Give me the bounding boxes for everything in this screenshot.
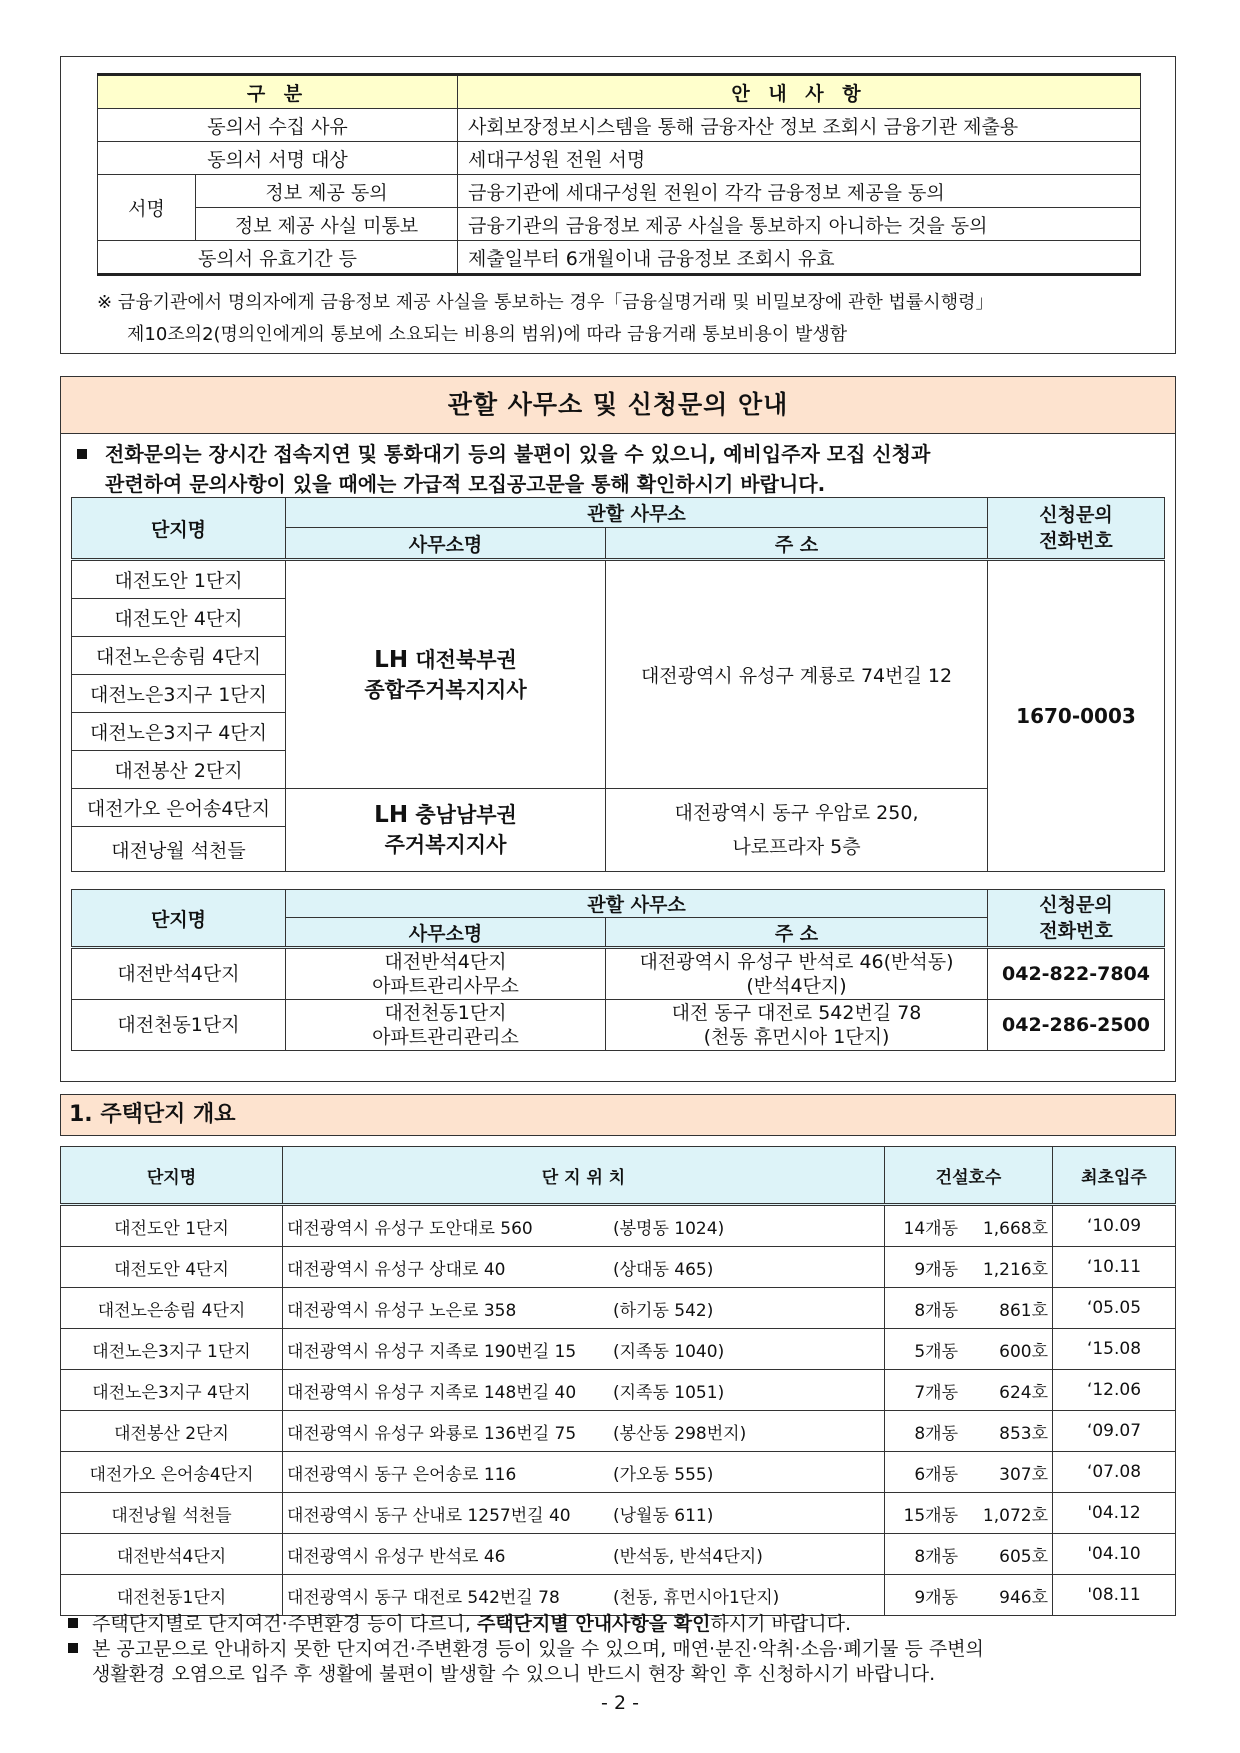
section-title-overview: 1. 주택단지 개요 xyxy=(60,1094,1176,1136)
office-name-cell xyxy=(286,948,606,1000)
consent-note xyxy=(97,287,1157,351)
offices-table-lh xyxy=(71,497,1165,872)
overview-name: 대전노은3지구 4단지 xyxy=(61,1370,283,1411)
complex-cell: 대전봉산 2단지 xyxy=(72,751,286,789)
header-phone-line2: 전화번호 xyxy=(1039,530,1113,552)
overview-date: ‘15.08 xyxy=(1053,1329,1176,1370)
overview-row xyxy=(61,1452,1176,1493)
offices-title: 관할 사무소 및 신청문의 안내 xyxy=(61,377,1175,434)
consent-header-category: 구 분 xyxy=(98,75,458,109)
bottom-note-1 xyxy=(64,1612,1176,1637)
overview-dong: (상대동 465) xyxy=(613,1259,714,1280)
consent-group-label: 서명 xyxy=(98,175,196,241)
address-line2: (반석4단지) xyxy=(746,975,847,997)
consent-header-info: 안 내 사 항 xyxy=(458,75,1141,109)
overview-name: 대전천동1단지 xyxy=(61,1575,283,1616)
overview-header-row xyxy=(61,1147,1176,1205)
complex-cell: 대전천동1단지 xyxy=(72,1000,286,1051)
overview-header-location: 단 지 위 치 xyxy=(283,1147,885,1205)
overview-name: 대전낭월 석천들 xyxy=(61,1493,283,1534)
consent-row xyxy=(98,109,1141,142)
consent-row xyxy=(98,142,1141,175)
phone-main: 1670-0003 xyxy=(988,560,1165,872)
header-phone-line2: 전화번호 xyxy=(1039,920,1113,942)
overview-units xyxy=(885,1370,1053,1411)
overview-body xyxy=(61,1205,1176,1616)
header-complex: 단지명 xyxy=(72,498,286,560)
address-line2: (천동 휴먼시아 1단지) xyxy=(703,1026,890,1048)
offices-note xyxy=(71,439,1167,499)
office-b-address2: 나로프라자 5층 xyxy=(732,836,861,858)
overview-date: ‘09.07 xyxy=(1053,1411,1176,1452)
overview-location xyxy=(283,1534,885,1575)
header-phone xyxy=(988,890,1165,948)
lh-logo: LH xyxy=(374,802,409,828)
office-b-address xyxy=(606,789,988,872)
bullet-icon xyxy=(68,1643,78,1653)
consent-row-label: 동의서 유효기간 등 xyxy=(98,241,458,275)
office-a-name xyxy=(286,560,606,789)
header-office-group: 관할 사무소 xyxy=(286,498,988,528)
overview-dong: (지족동 1051) xyxy=(613,1382,725,1403)
overview-location xyxy=(283,1329,885,1370)
overview-row xyxy=(61,1288,1176,1329)
complex-cell: 대전도안 1단지 xyxy=(72,560,286,599)
overview-unit-count: 605호 xyxy=(999,1546,1048,1567)
overview-dong: (천동, 휴먼시아1단지) xyxy=(613,1587,780,1608)
overview-location xyxy=(283,1575,885,1616)
address-cell xyxy=(606,1000,988,1051)
apt-office-row xyxy=(72,1000,1165,1051)
address-line1: 대전 동구 대전로 542번길 78 xyxy=(671,1002,922,1024)
overview-date: ‘07.08 xyxy=(1053,1452,1176,1493)
consent-row-text: 제출일부터 6개월이내 금융정보 조회시 유효 xyxy=(458,241,1141,275)
address-line1: 대전광역시 유성구 반석로 46(반석동) xyxy=(639,951,954,973)
overview-dong: (봉명동 1024) xyxy=(613,1218,725,1239)
office-a-name2: 종합주거복지지사 xyxy=(364,677,527,702)
overview-date: ‘10.11 xyxy=(1053,1247,1176,1288)
overview-buildings: 14개동 xyxy=(903,1218,958,1239)
overview-address: 대전광역시 유성구 상대로 40 xyxy=(287,1259,506,1280)
overview-units xyxy=(885,1452,1053,1493)
overview-address: 대전광역시 유성구 지족로 148번길 40 xyxy=(287,1382,577,1403)
header-office-group: 관할 사무소 xyxy=(286,890,988,918)
phone-cell: 042-286-2500 xyxy=(988,1000,1165,1051)
header-phone-line1: 신청문의 xyxy=(1039,894,1113,916)
note1-text-bold: 주택단지별 안내사항을 확인 xyxy=(476,1613,711,1635)
overview-unit-count: 600호 xyxy=(999,1341,1048,1362)
address-cell xyxy=(606,948,988,1000)
note1-text-a: 주택단지별로 단지여건·주변환경 등이 다르니, xyxy=(92,1613,477,1635)
overview-location xyxy=(283,1452,885,1493)
consent-row xyxy=(98,208,1141,241)
overview-dong: (지족동 1040) xyxy=(613,1341,725,1362)
office-b-name2: 주거복지지사 xyxy=(384,833,507,857)
consent-row-text: 금융기관에 세대구성원 전원이 각각 금융정보 제공을 동의 xyxy=(458,175,1141,208)
overview-unit-count: 853호 xyxy=(999,1423,1048,1444)
office-name-line2: 아파트관리관리소 xyxy=(372,1026,519,1048)
bottom-note-2 xyxy=(64,1637,1176,1662)
office-b-name xyxy=(286,789,606,872)
complex-cell: 대전낭월 석천들 xyxy=(72,827,286,872)
apt-office-row xyxy=(72,948,1165,1000)
overview-location xyxy=(283,1493,885,1534)
overview-buildings: 7개동 xyxy=(914,1382,958,1403)
overview-row xyxy=(61,1370,1176,1411)
overview-date: ‘05.05 xyxy=(1053,1288,1176,1329)
overview-date: ‘12.06 xyxy=(1053,1370,1176,1411)
complex-cell: 대전반석4단지 xyxy=(72,948,286,1000)
overview-location xyxy=(283,1411,885,1452)
consent-row-label: 정보 제공 사실 미통보 xyxy=(196,208,458,241)
overview-units xyxy=(885,1247,1053,1288)
overview-buildings: 15개동 xyxy=(903,1505,958,1526)
overview-name: 대전노은3지구 1단지 xyxy=(61,1329,283,1370)
overview-header-date: 최초입주 xyxy=(1053,1147,1176,1205)
overview-address: 대전광역시 동구 산내로 1257번길 40 xyxy=(287,1505,571,1526)
overview-row xyxy=(61,1411,1176,1452)
overview-unit-count: 624호 xyxy=(999,1382,1048,1403)
consent-note-line1: ※ 금융기관에서 명의자에게 금융정보 제공 사실을 통보하는 경우「금융실명거래 및 비밀보장에 관한 법률시행령」 xyxy=(97,292,994,313)
overview-address: 대전광역시 유성구 도안대로 560 xyxy=(287,1218,533,1239)
overview-buildings: 8개동 xyxy=(914,1423,958,1444)
phone-cell: 042-822-7804 xyxy=(988,948,1165,1000)
consent-row-label: 동의서 수집 사유 xyxy=(98,109,458,142)
note2-line1: 본 공고문으로 안내하지 못한 단지여건·주변환경 등이 있을 수 있으며, 매연·분진·악취·소음·폐기물 등 주변의 xyxy=(92,1638,984,1660)
consent-row-label: 동의서 서명 대상 xyxy=(98,142,458,175)
overview-row xyxy=(61,1534,1176,1575)
overview-unit-count: 1,072호 xyxy=(982,1505,1048,1526)
lh-logo: LH xyxy=(374,646,409,673)
complex-cell: 대전가오 은어송4단지 xyxy=(72,789,286,827)
office-name-line2: 아파트관리사무소 xyxy=(372,975,519,997)
overview-row xyxy=(61,1205,1176,1247)
overview-date: '04.10 xyxy=(1053,1534,1176,1575)
bullet-icon xyxy=(68,1618,78,1628)
overview-header-name: 단지명 xyxy=(61,1147,283,1205)
overview-dong: (봉산동 298번지) xyxy=(613,1423,747,1444)
consent-table xyxy=(97,73,1141,276)
overview-address: 대전광역시 유성구 와룡로 136번길 75 xyxy=(287,1423,577,1444)
bullet-icon xyxy=(77,449,87,459)
overview-buildings: 8개동 xyxy=(914,1546,958,1567)
consent-header-row xyxy=(98,75,1141,109)
overview-units xyxy=(885,1288,1053,1329)
header-office-name: 사무소명 xyxy=(286,528,606,560)
office-a-address: 대전광역시 유성구 계룡로 74번길 12 xyxy=(606,560,988,789)
overview-row xyxy=(61,1493,1176,1534)
overview-dong: (하기동 542) xyxy=(613,1300,714,1321)
overview-row xyxy=(61,1247,1176,1288)
overview-date: ‘10.09 xyxy=(1053,1205,1176,1247)
overview-address: 대전광역시 유성구 반석로 46 xyxy=(287,1546,506,1567)
consent-row-text: 세대구성원 전원 서명 xyxy=(458,142,1141,175)
consent-row-text: 사회보장정보시스템을 통해 금융자산 정보 조회시 금융기관 제출용 xyxy=(458,109,1141,142)
office-name-line1: 대전반석4단지 xyxy=(384,951,507,973)
overview-name: 대전가오 은어송4단지 xyxy=(61,1452,283,1493)
overview-unit-count: 307호 xyxy=(999,1464,1048,1485)
overview-dong: (낭월동 611) xyxy=(613,1505,714,1526)
complex-cell: 대전노은3지구 1단지 xyxy=(72,675,286,713)
office-name-cell xyxy=(286,1000,606,1051)
overview-table xyxy=(60,1146,1176,1616)
note1-text-c: 하시기 바랍니다. xyxy=(710,1613,852,1635)
overview-units xyxy=(885,1205,1053,1247)
office-a-name1: 대전북부권 xyxy=(415,647,517,672)
consent-row xyxy=(98,241,1141,275)
overview-unit-count: 946호 xyxy=(999,1587,1048,1608)
overview-buildings: 9개동 xyxy=(914,1587,958,1608)
header-address: 주 소 xyxy=(606,918,988,948)
overview-buildings: 5개동 xyxy=(914,1341,958,1362)
overview-name: 대전도안 1단지 xyxy=(61,1205,283,1247)
overview-units xyxy=(885,1411,1053,1452)
overview-units xyxy=(885,1575,1053,1616)
overview-location xyxy=(283,1205,885,1247)
consent-row-label: 정보 제공 동의 xyxy=(196,175,458,208)
consent-box xyxy=(60,56,1176,354)
overview-location xyxy=(283,1370,885,1411)
overview-buildings: 6개동 xyxy=(914,1464,958,1485)
consent-row xyxy=(98,175,1141,208)
overview-header-units: 건설호수 xyxy=(885,1147,1053,1205)
overview-location xyxy=(283,1247,885,1288)
consent-row-text: 금융기관의 금융정보 제공 사실을 통보하지 아니하는 것을 동의 xyxy=(458,208,1141,241)
overview-unit-count: 1,668호 xyxy=(982,1218,1048,1239)
office-name-line1: 대전천동1단지 xyxy=(384,1002,507,1024)
overview-unit-count: 861호 xyxy=(999,1300,1048,1321)
overview-buildings: 8개동 xyxy=(914,1300,958,1321)
overview-name: 대전노은송림 4단지 xyxy=(61,1288,283,1329)
overview-name: 대전반석4단지 xyxy=(61,1534,283,1575)
overview-dong: (반석동, 반석4단지) xyxy=(613,1546,763,1567)
offices-box xyxy=(60,376,1176,1082)
overview-address: 대전광역시 동구 은어송로 116 xyxy=(287,1464,517,1485)
overview-address: 대전광역시 유성구 지족로 190번길 15 xyxy=(287,1341,577,1362)
overview-unit-count: 1,216호 xyxy=(982,1259,1048,1280)
page-number: - 2 - xyxy=(601,1692,639,1714)
header-phone xyxy=(988,498,1165,560)
offices-table-apt xyxy=(71,889,1165,1051)
overview-address: 대전광역시 유성구 노은로 358 xyxy=(287,1300,517,1321)
overview-units xyxy=(885,1329,1053,1370)
overview-location xyxy=(283,1288,885,1329)
offices-note-line2: 관련하여 문의사항이 있을 때에는 가급적 모집공고문을 통해 확인하시기 바랍니다. xyxy=(105,472,826,496)
overview-date: '04.12 xyxy=(1053,1493,1176,1534)
overview-units xyxy=(885,1534,1053,1575)
overview-name: 대전도안 4단지 xyxy=(61,1247,283,1288)
overview-name: 대전봉산 2단지 xyxy=(61,1411,283,1452)
note2-line2: 생활환경 오염으로 입주 후 생활에 불편이 발생할 수 있으니 반드시 현장 확인 후 신청하시기 바랍니다. xyxy=(92,1663,936,1685)
consent-note-line2: 제10조의2(명의인에게의 통보에 소요되는 비용의 범위)에 따라 금융거래 통보비용이 발생함 xyxy=(127,324,848,345)
overview-date: '08.11 xyxy=(1053,1575,1176,1616)
office-b-address1: 대전광역시 동구 우암로 250, xyxy=(674,802,919,824)
overview-row xyxy=(61,1575,1176,1616)
overview-units xyxy=(885,1493,1053,1534)
complex-cell: 대전노은3지구 4단지 xyxy=(72,713,286,751)
offices-note-line1: 전화문의는 장시간 접속지연 및 통화대기 등의 불편이 있을 수 있으니, 예비입주자 모집 신청과 xyxy=(105,442,931,466)
header-complex: 단지명 xyxy=(72,890,286,948)
bottom-notes xyxy=(64,1612,1176,1687)
complex-cell: 대전도안 4단지 xyxy=(72,599,286,637)
office-b-name1: 충남남부권 xyxy=(415,803,517,827)
overview-row xyxy=(61,1329,1176,1370)
overview-dong: (가오동 555) xyxy=(613,1464,714,1485)
header-phone-line1: 신청문의 xyxy=(1039,504,1113,526)
complex-cell: 대전노은송림 4단지 xyxy=(72,637,286,675)
overview-address: 대전광역시 동구 대전로 542번길 78 xyxy=(287,1587,560,1608)
header-address: 주 소 xyxy=(606,528,988,560)
header-office-name: 사무소명 xyxy=(286,918,606,948)
overview-buildings: 9개동 xyxy=(914,1259,958,1280)
